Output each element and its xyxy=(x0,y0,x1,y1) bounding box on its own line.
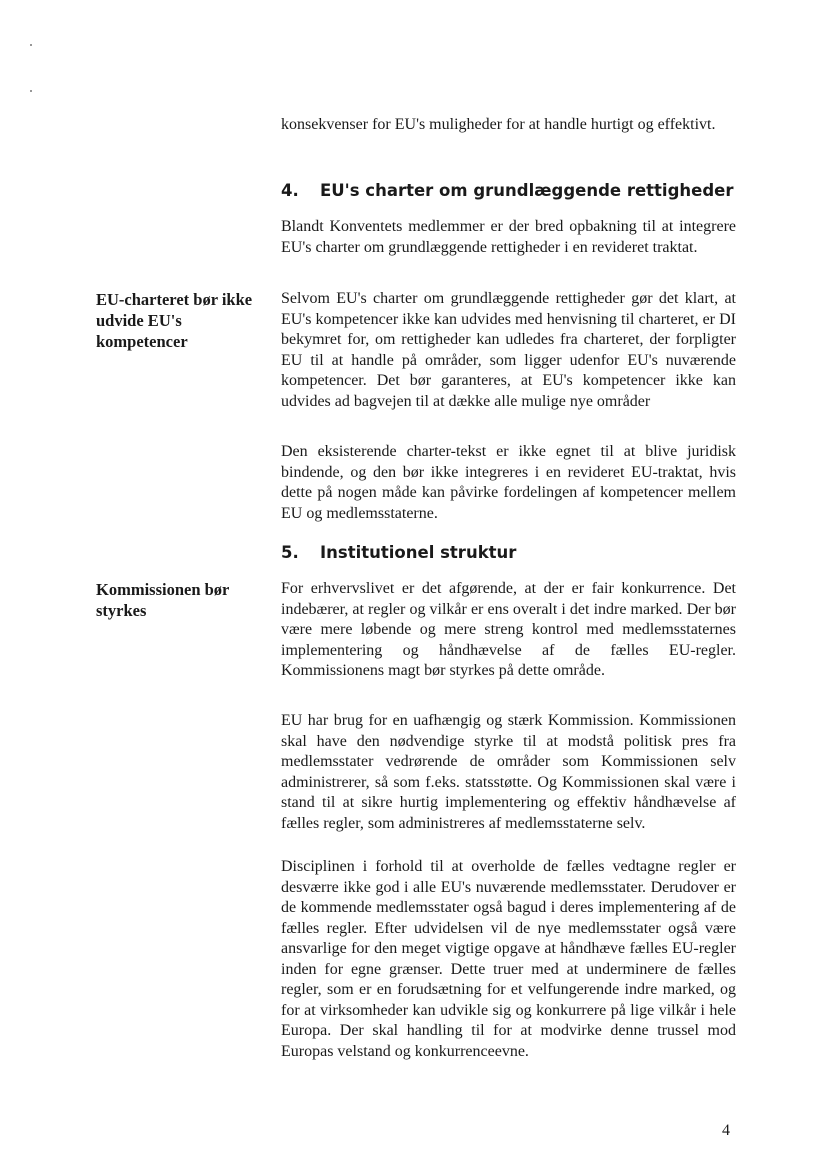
section-heading-4 xyxy=(281,181,733,200)
section-number: 4. xyxy=(281,181,299,200)
paragraph-charter-text: Den eksisterende charter-tekst er ikke egnet til at blive juridisk bindende, og den bør ikke integreres i en revideret EU-traktat, hvis dette på nogen måde kan påvirke fordelingen af kompetencer mellem EU og medlemsstaterne. xyxy=(281,443,736,522)
margin-note-charter: EU-charteret bør ikke udvide EU's kompetencer xyxy=(96,290,253,351)
paragraph-intro: konsekvenser for EU's muligheder for at handle hurtigt og effektivt. xyxy=(281,116,716,133)
section-title: Institutionel struktur xyxy=(320,543,517,562)
paragraph-fair-competition: For erhvervslivet er det afgørende, at der er fair konkurrence. Det indebærer, at regler og vilkår er ens overalt i det indre marked. Der bør være mere løbende og mere streng kontrol med medlemsstaternes implementering og håndhævelse af de fælles EU-regler. Kommissionens magt bør styrkes på dette område. xyxy=(281,580,736,679)
section-heading-5 xyxy=(281,543,516,562)
paragraph-strong-commission: EU har brug for en uafhængig og stærk Kommission. Kommissionen skal have den nødvendige styrke til at modstå politisk pres fra medlemsstater vedrørende de områder som Kommissionen selv administrerer, så som f.eks. statsstøtte. Og Kommissionen skal være i stand til at sikre hurtig implementering og effektiv håndhævelse af fælles regler, som administreres af medlemsstaterne selv. xyxy=(281,712,736,832)
page-number: 4 xyxy=(722,1122,730,1139)
margin-note-commission: Kommissionen bør styrkes xyxy=(96,580,230,620)
scan-speck xyxy=(30,44,32,46)
paragraph-charter-concern: Selvom EU's charter om grundlæggende rettigheder gør det klart, at EU's kompetencer ikke kan udvides med henvisning til charteret, er DI bekymret for, om rettigheder kan udledes fra charteret, der forpligter EU til at handle på områder, som ligger udenfor EU's nuværende kompetencer. Det bør garanteres, at EU's kompetencer ikke kan udvides ad bagvejen til at dække alle mulige nye områder xyxy=(281,290,736,410)
section-title: EU's charter om grundlæggende rettigheder xyxy=(320,181,734,200)
paragraph-discipline: Disciplinen i forhold til at overholde de fælles vedtagne regler er desværre ikke god i alle EU's nuværende medlemsstater. Derudover er de kommende medlemsstater også bagud i deres implementering af de fælles regler. Efter udvidelsen vil de nye medlemsstater også være ansvarlige for den meget vigtige opgave at håndhæve fælles EU-regler inden for egne grænser. Dette truer med at underminere de fælles regler, som er en forudsætning for et velfungerende indre marked, og for at virksomheder kan udvikle sig og konkurrere på lige vilkår i hele Europa. Der skal handling til for at modvirke denne trussel mod Europas velstand og konkurrenceevne. xyxy=(281,858,736,1060)
section-number: 5. xyxy=(281,543,299,562)
scan-speck xyxy=(30,90,32,92)
paragraph-charter-support: Blandt Konventets medlemmer er der bred opbakning til at integrere EU's charter om grundlæggende rettigheder i en revideret traktat. xyxy=(281,218,736,256)
